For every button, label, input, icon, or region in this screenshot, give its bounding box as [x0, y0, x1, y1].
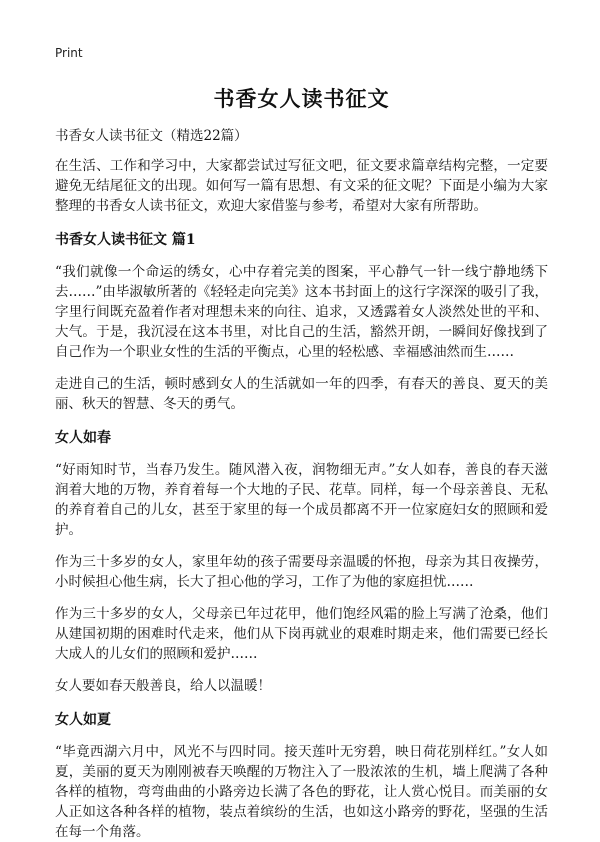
- document-title: 书香女人读书征文: [213, 87, 390, 111]
- section-heading-1: 书香女人读书征文 篇1: [55, 232, 196, 248]
- section2-paragraph: 作为三十多岁的女人，家里年幼的孩子需要母亲温暖的怀抱，母亲为其日夜操劳，小时候担心他生病，长大了担心他的学习，工作了为他的家庭担忧……: [55, 554, 548, 590]
- print-label[interactable]: Print: [55, 46, 83, 60]
- section1-paragraph: “我们就像一个命运的绣女，心中存着完美的图案，平心静气一针一线宁静地绣下去……”由毕淑敏所著的《轻轻走向完美》这本书封面上的这行字深深的吸引了我，字里行间既充盈着作者对理想未来的向往、追求，又透露着女人淡然处世的平和、大气。于是，我沉浸在这本书里，对比自己的生活，豁然开朗，一瞬间好像找到了自己作为一个职业女性的生活的平衡点，心里的轻松感、幸福感油然而生……: [55, 264, 548, 360]
- section2-paragraph: 女人要如春天般善良，给人以温暖！: [55, 678, 271, 694]
- section-heading-2: 女人如春: [55, 430, 111, 446]
- document-subtitle: 书香女人读书征文（精选22篇）: [55, 128, 248, 144]
- section2-paragraph: 作为三十多岁的女人，父母亲已年过花甲，他们饱经风霜的脸上写满了沧桑，他们从建国初期的困难时代走来，他们从下岗再就业的艰难时期走来，他们需要已经长大成人的儿女们的照顾和爱护……: [55, 606, 548, 662]
- section2-paragraph: “好雨知时节，当春乃发生。随风潜入夜，润物细无声。”女人如春，善良的春天滋润着大地的万物，养育着每一个大地的子民、花草。同样，每一个母亲善良、无私的养育着自己的儿女，甚至于家里的每一个成员都离不开一位家庭妇女的照顾和爱护。: [55, 462, 548, 538]
- intro-paragraph: 在生活、工作和学习中，大家都尝试过写征文吧，征文要求篇章结构完整，一定要避免无结尾征文的出现。如何写一篇有思想、有文采的征文呢？下面是小编为大家整理的书香女人读书征文，欢迎大家借鉴与参考，希望对大家有所帮助。: [55, 158, 548, 214]
- section1-paragraph: 走进自己的生活，顿时感到女人的生活就如一年的四季，有春天的善良、夏天的美丽、秋天的智慧、冬天的勇气。: [55, 376, 548, 412]
- section3-paragraph: “毕竟西湖六月中，风光不与四时同。接天莲叶无穷碧，映日荷花别样红。”女人如夏，美丽的夏天为刚刚被春天唤醒的万物注入了一股浓浓的生机，墙上爬满了各种各样的植物，弯弯曲曲的小路旁边长满了各色的野花，让人赏心悦目。而美丽的女人正如这各种各样的植物，装点着缤纷的生活，也如这小路旁的野花，坚强的生活在每一个角落。: [55, 744, 548, 840]
- section-heading-3: 女人如夏: [55, 712, 111, 728]
